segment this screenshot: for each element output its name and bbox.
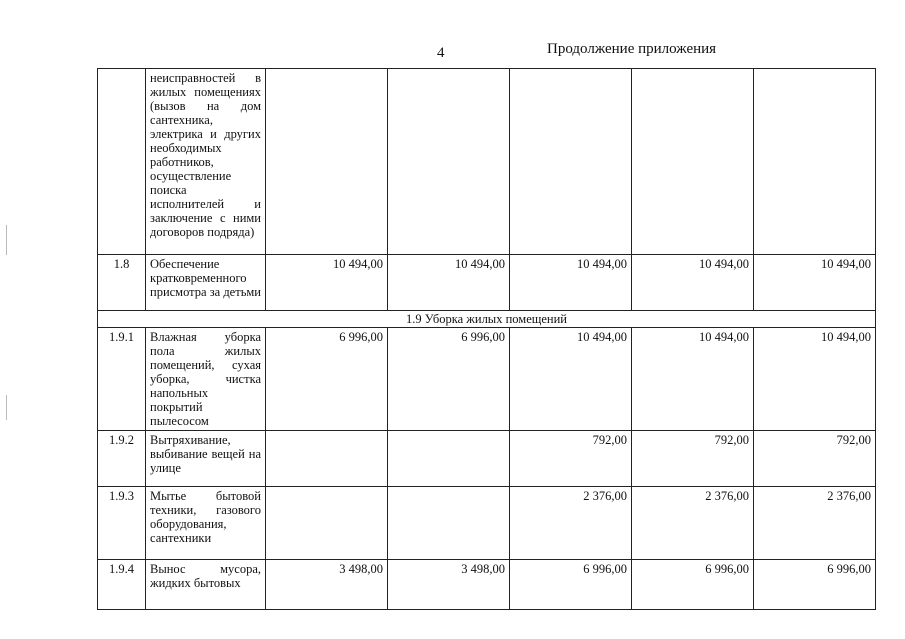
table-body [98, 69, 876, 610]
price-cell: 10 494,00 [632, 255, 754, 311]
scan-margin-mark [6, 395, 7, 420]
price-cell: 2 376,00 [632, 487, 754, 560]
price-cell: 10 494,00 [632, 328, 754, 431]
page-number: 4 [437, 45, 445, 61]
service-description: Влажная уборка пола жилых помещений, сухая уборка, чистка напольных покрытий пылесосом [146, 328, 266, 431]
continuation-note: Продолжение приложения [547, 41, 717, 57]
price-cell: 10 494,00 [510, 255, 632, 311]
price-cell: 3 498,00 [388, 560, 510, 610]
table-row [98, 255, 876, 311]
price-cell [754, 69, 876, 255]
price-cell: 10 494,00 [266, 255, 388, 311]
price-cell: 792,00 [510, 431, 632, 487]
table-row [98, 487, 876, 560]
price-cell [266, 487, 388, 560]
service-description: Обеспечение кратковременного присмотра за детьми [146, 255, 266, 311]
item-number: 1.9.1 [98, 328, 146, 431]
section-header-row [98, 311, 876, 328]
price-cell [388, 69, 510, 255]
item-number: 1.8 [98, 255, 146, 311]
service-description: Вытряхивание, выбивание вещей на улице [146, 431, 266, 487]
service-description: Мытье бытовой техники, газового оборудования, сантехники [146, 487, 266, 560]
price-cell: 10 494,00 [510, 328, 632, 431]
price-cell: 6 996,00 [266, 328, 388, 431]
table-row [98, 431, 876, 487]
item-number [98, 69, 146, 255]
table-row [98, 328, 876, 431]
price-cell: 2 376,00 [510, 487, 632, 560]
price-cell [510, 69, 632, 255]
section-title: 1.9 Уборка жилых помещений [98, 311, 876, 328]
price-cell [388, 487, 510, 560]
price-cell: 10 494,00 [388, 255, 510, 311]
table-row [98, 560, 876, 610]
price-cell: 792,00 [632, 431, 754, 487]
price-cell: 6 996,00 [754, 560, 876, 610]
service-description: Вынос мусора, жидких бытовых [146, 560, 266, 610]
table-row [98, 69, 876, 255]
item-number: 1.9.3 [98, 487, 146, 560]
price-cell [266, 69, 388, 255]
price-cell: 10 494,00 [754, 255, 876, 311]
services-price-table [97, 68, 876, 610]
price-cell: 10 494,00 [754, 328, 876, 431]
price-cell: 792,00 [754, 431, 876, 487]
item-number: 1.9.2 [98, 431, 146, 487]
price-cell: 2 376,00 [754, 487, 876, 560]
item-number: 1.9.4 [98, 560, 146, 610]
price-cell: 6 996,00 [510, 560, 632, 610]
price-cell [388, 431, 510, 487]
price-cell: 6 996,00 [632, 560, 754, 610]
price-cell: 6 996,00 [388, 328, 510, 431]
price-cell: 3 498,00 [266, 560, 388, 610]
scan-margin-mark [6, 225, 7, 255]
price-cell [266, 431, 388, 487]
price-cell [632, 69, 754, 255]
service-description: неисправностей в жилых помещениях (вызов на дом сантехника, электрика и других необходимых работников, осуществление поиска исполнителей и заключение с ними договоров подряда) [146, 69, 266, 255]
